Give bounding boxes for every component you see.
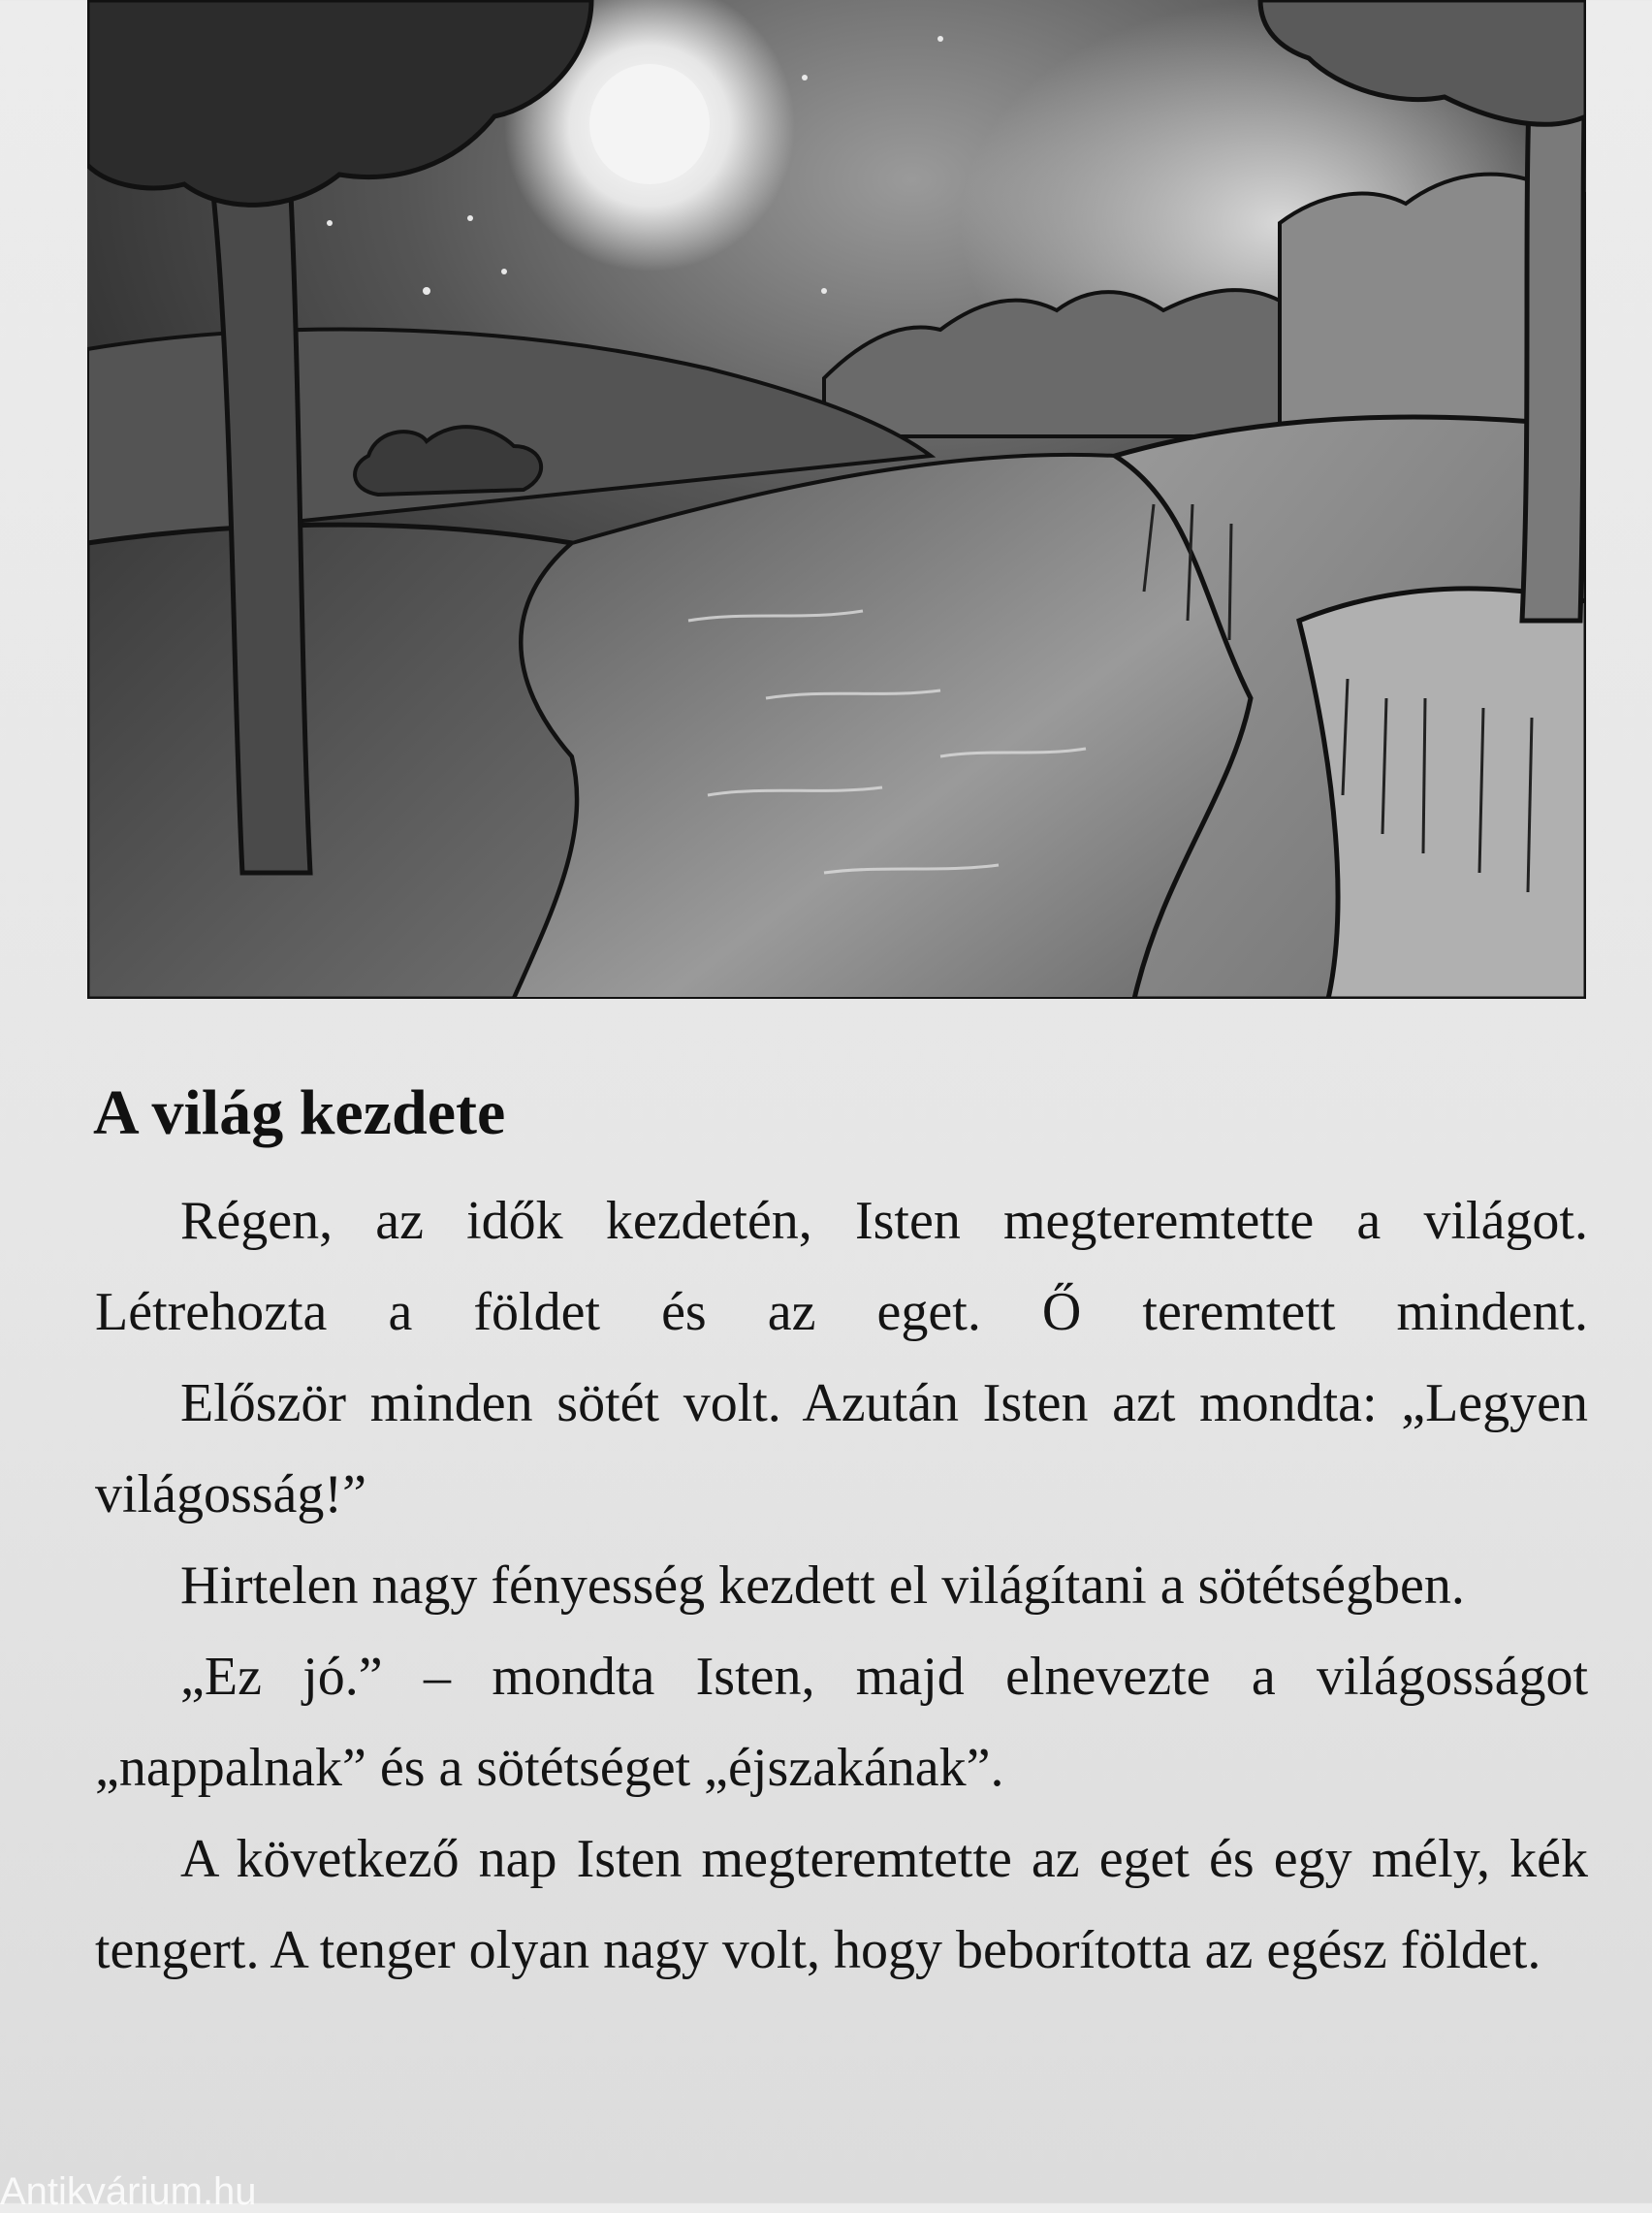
page-title: A világ kezdete xyxy=(93,1077,506,1148)
left-bank xyxy=(87,525,577,999)
paragraph: „Ez jó.” – mondta Isten, majd elnevezte a világosságot „nappalnak” és a sötétséget „éjszakának”. xyxy=(95,1647,1588,1798)
moon-icon xyxy=(589,64,710,184)
river xyxy=(514,455,1251,999)
paragraph: Először minden sötét volt. Azután Isten azt mondta: „Legyen világosság!” xyxy=(95,1373,1588,1524)
paragraph: Hirtelen nagy fényesség kezdett el világítani a sötétségben. xyxy=(180,1556,1465,1616)
watermark: Antikvárium.hu xyxy=(0,2170,257,2213)
night-river-landscape-illustration xyxy=(87,0,1586,999)
paragraph: Régen, az idők kezdetén, Isten megteremtette a világot. Létrehozta a földet és az eget. Ő teremtett mindent. xyxy=(95,1191,1588,1342)
paragraph: A következő nap Isten megteremtette az eget és egy mély, kék tengert. A tenger olyan nagy volt, hogy beborította az egész földet. xyxy=(95,1829,1588,1980)
story-text xyxy=(95,1175,1588,1996)
illustration-drawing xyxy=(87,0,1586,999)
